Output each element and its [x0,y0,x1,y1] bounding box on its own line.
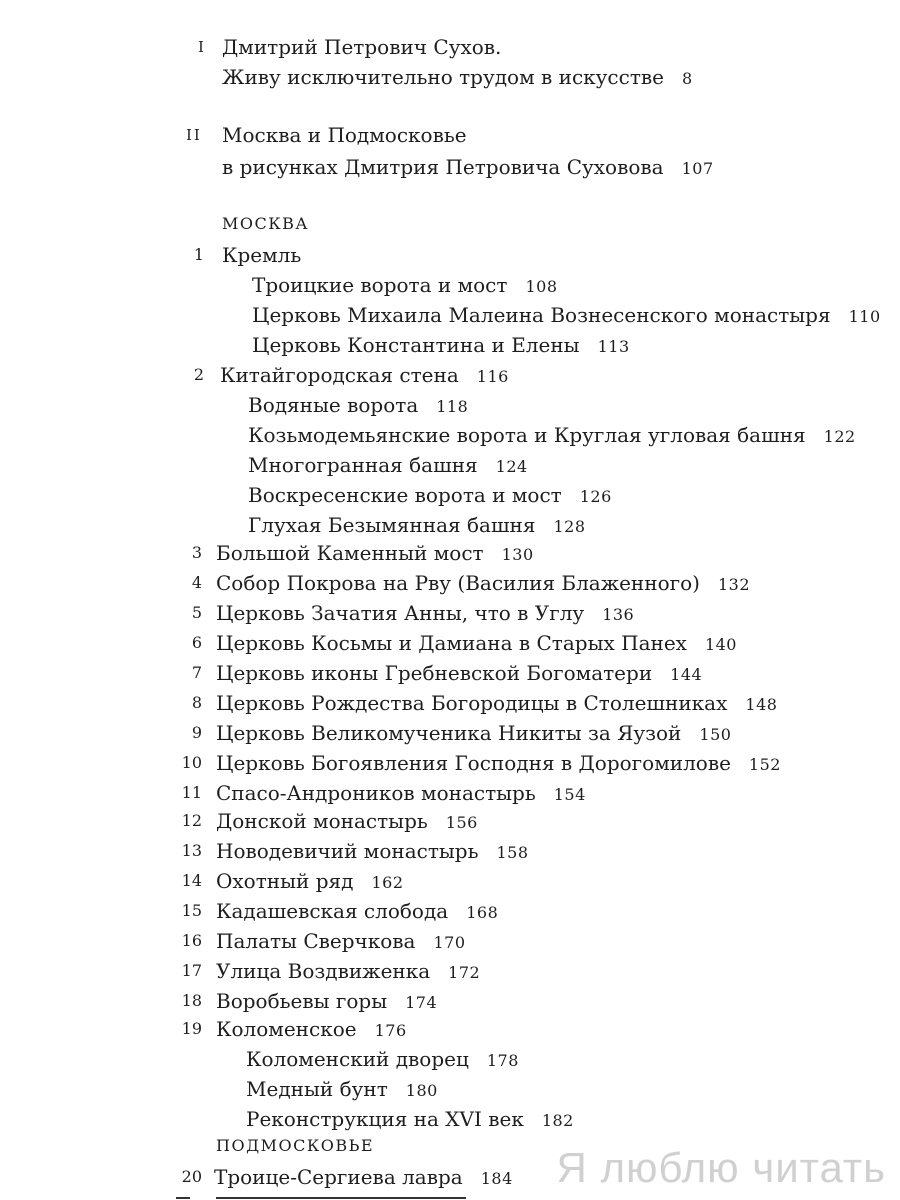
toc-entry-title: Донской монастырь 156 [216,809,478,833]
toc-entry-title: Церковь Богоявления Господня в Дорогомилове 152 [216,751,781,775]
toc-entry-title: Охотный ряд 162 [216,869,404,893]
section-heading-podmoskovye: ПОДМОСКОВЬЕ [216,1136,375,1155]
toc-entry-title: Церковь Зачатия Анны, что в Углу 136 [216,601,635,625]
toc-subentry: Козьмодемьянские ворота и Круглая угловая башня 122 [248,423,856,447]
toc-entry-page: 148 [745,695,778,714]
toc-entry-title: Воробьевы горы 174 [216,989,438,1013]
part-2-title-line1: Москва и Подмосковье [222,123,467,147]
toc-entry-number: 11 [181,783,202,802]
toc-subentry: Церковь Константина и Елены 113 [252,333,630,357]
toc-entry-title: Новодевичий монастырь 158 [216,839,529,863]
toc-entry-number: 9 [191,723,202,742]
toc-entry-title: Коломенское 176 [216,1017,407,1041]
toc-entry-number: 7 [191,663,202,682]
toc-entry-page: 170 [433,933,466,952]
toc-entry-title: Большой Каменный мост 130 [216,541,534,565]
toc-entry-number: 5 [191,603,202,622]
toc-entry-page: 158 [496,843,529,862]
toc-entry-number: 10 [181,753,202,772]
toc-entry-title: Улица Воздвиженка 172 [216,959,481,983]
watermark: Я люблю читать [556,1144,886,1191]
toc-subentry: Воскресенские ворота и мост 126 [248,483,612,507]
toc-entry-page: 116 [476,367,509,386]
toc-subentry: Троицкие ворота и мост 108 [252,273,558,297]
toc-entry-title: Церковь Рождества Богородицы в Столешниках 148 [216,691,778,715]
toc-entry-page: 162 [371,873,404,892]
toc-entry-number: 18 [181,991,202,1010]
toc-entry-page: 180 [405,1081,438,1100]
toc-subentry: Многогранная башня 124 [248,453,528,477]
toc-entry-page: 136 [602,605,635,624]
toc-entry-number: 20 [181,1167,202,1186]
toc-entry-title: Кремль [222,243,302,267]
toc-entry-page: 118 [436,397,469,416]
toc-entry-number: 6 [191,633,202,652]
toc-entry-page: 182 [541,1111,574,1130]
part-1-number: I [198,38,206,56]
toc-entry-number: 17 [181,961,202,980]
part-2-page: 107 [681,159,714,178]
toc-entry-number: 15 [181,901,202,920]
toc-entry-title: Церковь Косьмы и Дамиана в Старых Панех 140 [216,631,737,655]
toc-subentry: Водяные ворота 118 [248,393,469,417]
toc-subentry: Коломенский дворец 178 [246,1047,519,1071]
toc-entry-page: 178 [486,1051,519,1070]
toc-entry-page: 144 [670,665,703,684]
part-1-title-line2: Живу исключительно трудом в искусстве 8 [222,65,693,89]
section-heading-moscow: МОСКВА [222,214,309,233]
toc-entry-page: 152 [748,755,781,774]
toc-entry-number: 13 [181,841,202,860]
toc-entry-page: 128 [553,517,586,536]
toc-entry-page: 124 [495,457,528,476]
toc-entry-page: 122 [823,427,856,446]
toc-entry-number: 16 [181,931,202,950]
toc-entry-page: 132 [717,575,751,594]
toc-entry-title: Кадашевская слобода 168 [216,899,499,923]
toc-entry-page: 168 [466,903,499,922]
part-2-title-line2: в рисунках Дмитрия Петровича Суховова 107 [222,155,714,179]
part-1-page: 8 [682,69,693,88]
cut-off-next-line [176,1194,506,1200]
toc-entry-number: 8 [191,693,202,712]
toc-entry-page: 176 [374,1021,407,1040]
toc-subentry: Реконструкция на XVI век 182 [246,1107,574,1131]
toc-subentry: Церковь Михаила Малеина Вознесенского монастыря 110 [252,303,881,327]
toc-entry-page: 113 [597,337,630,356]
toc-entry-number: 19 [181,1019,202,1038]
toc-entry-page: 184 [480,1169,513,1188]
toc-entry-page: 130 [501,545,534,564]
toc-entry-number: 12 [181,811,202,830]
toc-entry-page: 110 [848,307,881,326]
toc-entry-page: 172 [448,963,481,982]
part-2-number: II [186,126,202,144]
toc-entry-title: Церковь иконы Гребневской Богоматери 144 [216,661,703,685]
toc-entry-number: 4 [191,573,202,592]
toc-entry-title: Церковь Великомученика Никиты за Яузой 150 [216,721,732,745]
toc-entry-page: 108 [525,277,558,296]
toc-entry-title: Собор Покрова на Рву (Василия Блаженного) 132 [216,571,751,595]
toc-entry-title: Китайгородская стена 116 [220,363,509,387]
toc-entry-page: 150 [699,725,732,744]
toc-entry-number: 1 [193,245,204,264]
toc-entry-number: 14 [181,871,202,890]
toc-entry-title: Троице-Сергиева лавра 184 [214,1165,513,1189]
toc-entry-title: Палаты Сверчкова 170 [216,929,466,953]
toc-entry-page: 126 [579,487,612,506]
toc-subentry: Глухая Безымянная башня 128 [248,513,586,537]
toc-entry-page: 140 [704,635,737,654]
toc-subentry: Медный бунт 180 [246,1077,438,1101]
toc-entry-number: 3 [191,543,202,562]
toc-entry-page: 154 [553,785,586,804]
toc-entry-number: 2 [193,365,204,384]
toc-entry-page: 174 [405,993,438,1012]
part-1-title-line1: Дмитрий Петрович Сухов. [222,35,502,59]
toc-entry-title: Спасо-Андроников монастырь 154 [216,781,586,805]
toc-entry-page: 156 [445,813,478,832]
